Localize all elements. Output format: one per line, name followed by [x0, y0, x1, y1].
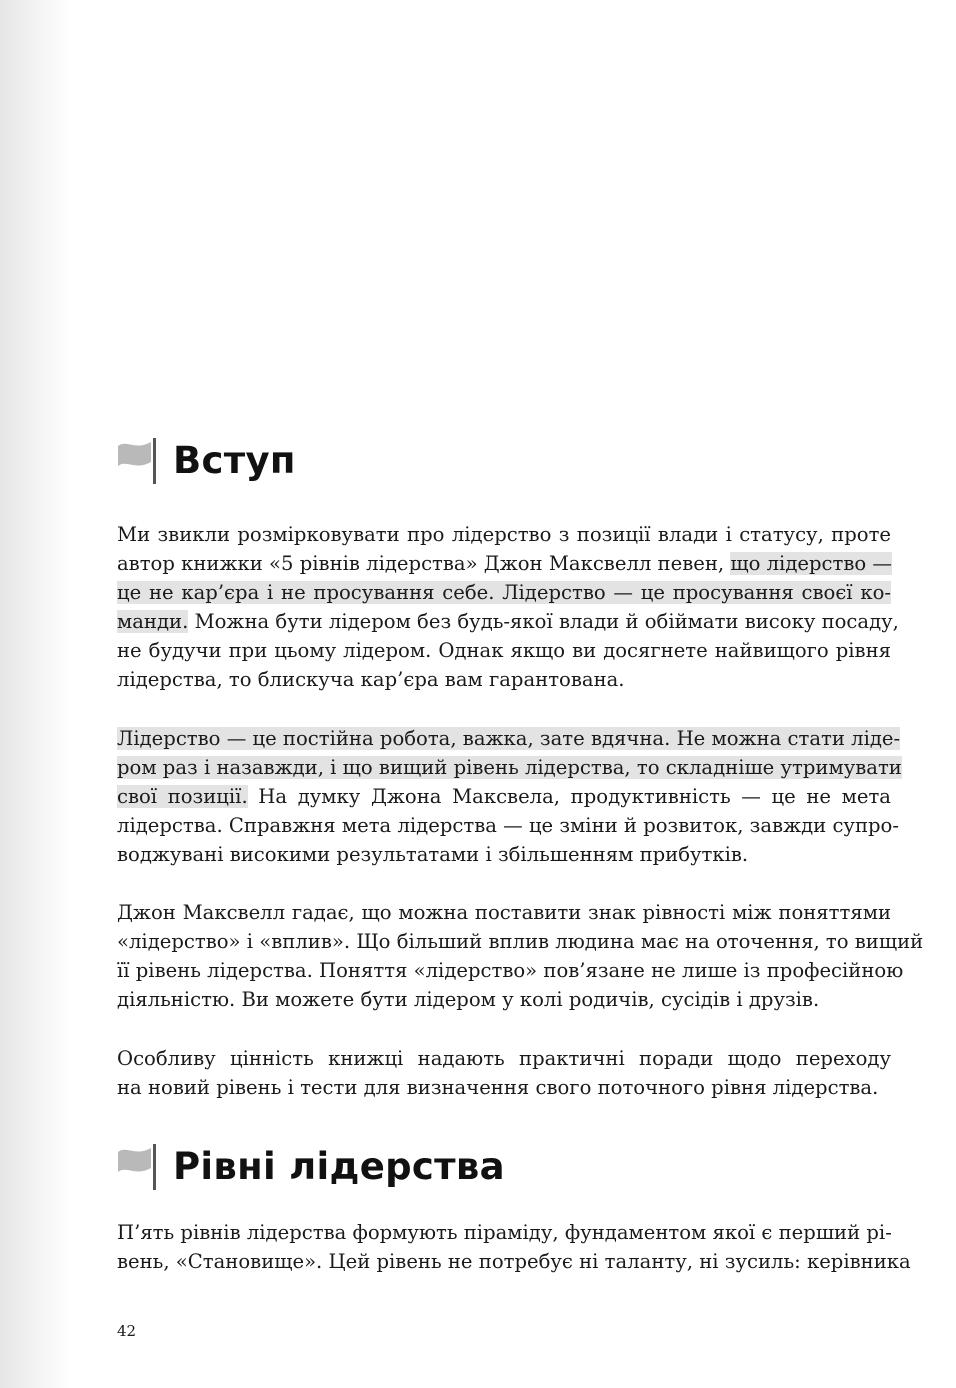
text-line	[117, 665, 891, 694]
text-line	[117, 636, 891, 665]
paragraph	[117, 898, 924, 1014]
highlighted-text: ром раз і назавжди, і що вищий рівень лідерства, то складніше утримувати	[117, 756, 902, 779]
text-run: лідерства. Справжня мета лідерства — це зміни й розвиток, завжди супро-	[117, 814, 899, 837]
paragraph	[117, 520, 899, 694]
highlighted-text: це не кар’єра і не просування себе. Лідерство — це просування своєї ко-	[117, 581, 891, 604]
paragraph	[117, 724, 902, 869]
text-run: «лідерство» і «вплив». Що більший вплив людина має на оточення, то вищий	[117, 930, 924, 953]
text-line	[117, 520, 891, 549]
flag-icon	[117, 436, 159, 484]
text-line	[117, 1073, 891, 1102]
page-gutter-shadow	[0, 0, 72, 1388]
text-line	[117, 578, 891, 607]
text-run: Особливу цінність книжці надають практичні поради щодо переходу	[117, 1047, 891, 1070]
highlighted-text: Лідерство — це постійна робота, важка, зате вдячна. Не можна стати ліде-	[117, 727, 901, 750]
text-line	[117, 1218, 891, 1247]
text-line	[117, 724, 901, 753]
paragraph	[117, 1044, 891, 1102]
text-line	[117, 782, 891, 811]
flag-cloth	[118, 1148, 151, 1172]
section-title: Рівні лідерства	[173, 1144, 505, 1188]
flag-pole	[153, 438, 156, 484]
text-run: не будучи при цьому лідером. Однак якщо ви досягнете найвищого рівня	[117, 639, 891, 662]
text-line	[117, 1247, 911, 1276]
text-run: Ми звикли розмірковувати про лідерство з позиції влади і статусу, проте	[117, 523, 891, 546]
text-line	[117, 840, 891, 869]
highlighted-text: що лідерство —	[730, 552, 892, 575]
text-run: Можна бути лідером без будь-якої влади й обіймати високу посаду,	[188, 610, 899, 633]
section-title: Вступ	[173, 438, 296, 482]
text-run: лідерства, то блискуча кар’єра вам гарантована.	[117, 668, 625, 691]
section-heading-levels	[117, 1138, 505, 1194]
text-line	[117, 1044, 891, 1073]
text-line	[117, 811, 899, 840]
flag-pole	[153, 1144, 156, 1190]
highlighted-text: свої позиції.	[117, 785, 248, 808]
text-run: на новий рівень і тести для визначення свого поточного рівня лідерства.	[117, 1076, 879, 1099]
text-run: діяльністю. Ви можете бути лідером у колі родичів, сусідів і друзів.	[117, 988, 820, 1011]
text-line	[117, 607, 899, 636]
flag-icon	[117, 1142, 159, 1190]
text-run: її рівень лідерства. Поняття «лідерство» пов’язане не лише із професійною	[117, 959, 904, 982]
text-run: автор книжки «5 рівнів лідерства» Джон Максвелл певен,	[117, 552, 731, 575]
flag-cloth	[118, 442, 151, 466]
text-line	[117, 898, 891, 927]
section-heading-intro	[117, 432, 296, 488]
text-line	[117, 985, 891, 1014]
text-line	[117, 927, 924, 956]
text-line	[117, 549, 891, 578]
text-run: На думку Джона Максвела, продуктивність — це не мета	[247, 785, 891, 808]
text-run: воджувані високими результатами і збільшенням прибутків.	[117, 843, 749, 866]
text-line	[117, 753, 902, 782]
paragraph	[117, 1218, 911, 1276]
text-run: П’ять рівнів лідерства формують піраміду, фундаментом якої є перший рі-	[117, 1221, 892, 1244]
text-line	[117, 956, 904, 985]
page-number: 42	[117, 1322, 137, 1340]
text-run: вень, «Становище». Цей рівень не потребує ні таланту, ні зусиль: керівника	[117, 1250, 911, 1273]
text-run: Джон Максвелл гадає, що можна поставити знак рівності між поняттями	[117, 901, 891, 924]
highlighted-text: манди.	[117, 610, 189, 633]
